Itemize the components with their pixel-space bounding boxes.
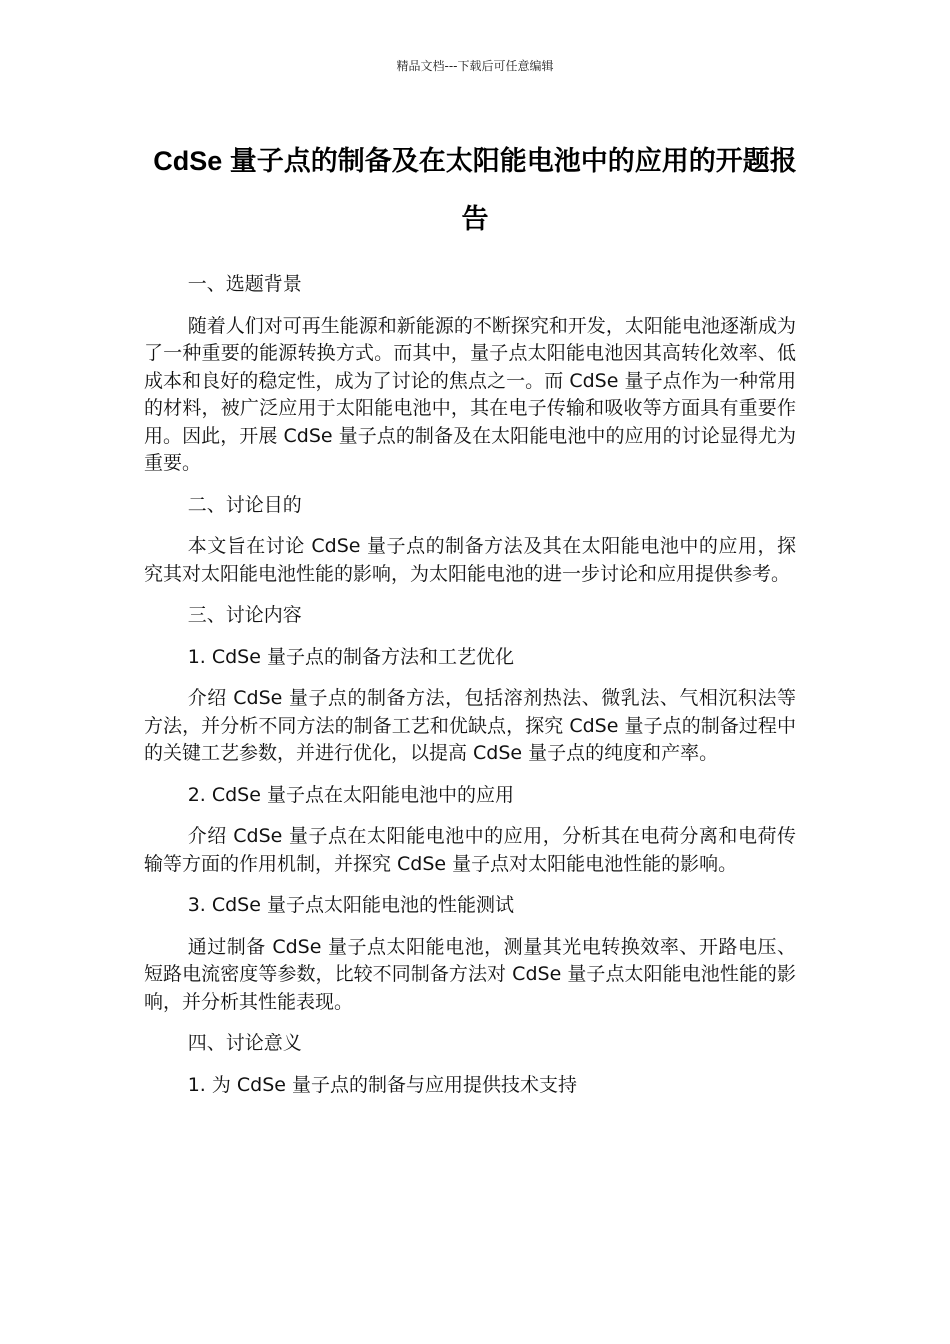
document-title: CdSe 量子点的制备及在太阳能电池中的应用的开题报告 xyxy=(153,146,797,234)
section-heading-background: 一、选题背景 xyxy=(187,273,302,295)
section-heading-purpose: 二、讨论目的 xyxy=(187,493,302,516)
section-heading-content: 三、讨论内容 xyxy=(187,604,302,626)
paragraph-background: 随着人们对可再生能源和新能源的不断探究和开发，太阳能电池逐渐成为了一种重要的能源转换方式。而其中，量子点太阳能电池因其高转化效率、低成本和良好的稳定性，成为了讨论的焦点之一。而 CdSe 量子点作为一种常用的材料，被广泛应用于太阳能电池中，其在电子传输和吸收等方面具有重要作用。因此，开展 CdSe 量子点的制备及在太阳能电池中的应用的讨论显得尤为重要。 xyxy=(144,314,796,474)
subsection-heading-tech-support: 1. 为 CdSe 量子点的制备与应用提供技术支持 xyxy=(187,1073,578,1096)
page-header-note: 精品文档---下载后可任意编辑 xyxy=(396,59,554,73)
subsection-heading-application: 2. CdSe 量子点在太阳能电池中的应用 xyxy=(187,783,514,806)
subsection-heading-preparation: 1. CdSe 量子点的制备方法和工艺优化 xyxy=(187,645,514,668)
paragraph-purpose: 本文旨在讨论 CdSe 量子点的制备方法及其在太阳能电池中的应用，探究其对太阳能电池性能的影响，为太阳能电池的进一步讨论和应用提供参考。 xyxy=(144,535,796,585)
section-heading-significance: 四、讨论意义 xyxy=(187,1032,302,1054)
document-body xyxy=(144,271,796,1099)
paragraph-testing: 通过制备 CdSe 量子点太阳能电池，测量其光电转换效率、开路电压、短路电流密度等参数，比较不同制备方法对 CdSe 量子点太阳能电池性能的影响，并分析其性能表现。 xyxy=(144,935,796,1013)
subsection-heading-testing: 3. CdSe 量子点太阳能电池的性能测试 xyxy=(187,894,514,916)
paragraph-preparation: 介绍 CdSe 量子点的制备方法，包括溶剂热法、微乳法、气相沉积法等方法，并分析不同方法的制备工艺和优缺点，探究 CdSe 量子点的制备过程中的关键工艺参数，并进行优化，以提高 CdSe 量子点的纯度和产率。 xyxy=(144,687,796,764)
paragraph-application: 介绍 CdSe 量子点在太阳能电池中的应用，分析其在电荷分离和电荷传输等方面的作用机制，并探究 CdSe 量子点对太阳能电池性能的影响。 xyxy=(144,825,796,875)
